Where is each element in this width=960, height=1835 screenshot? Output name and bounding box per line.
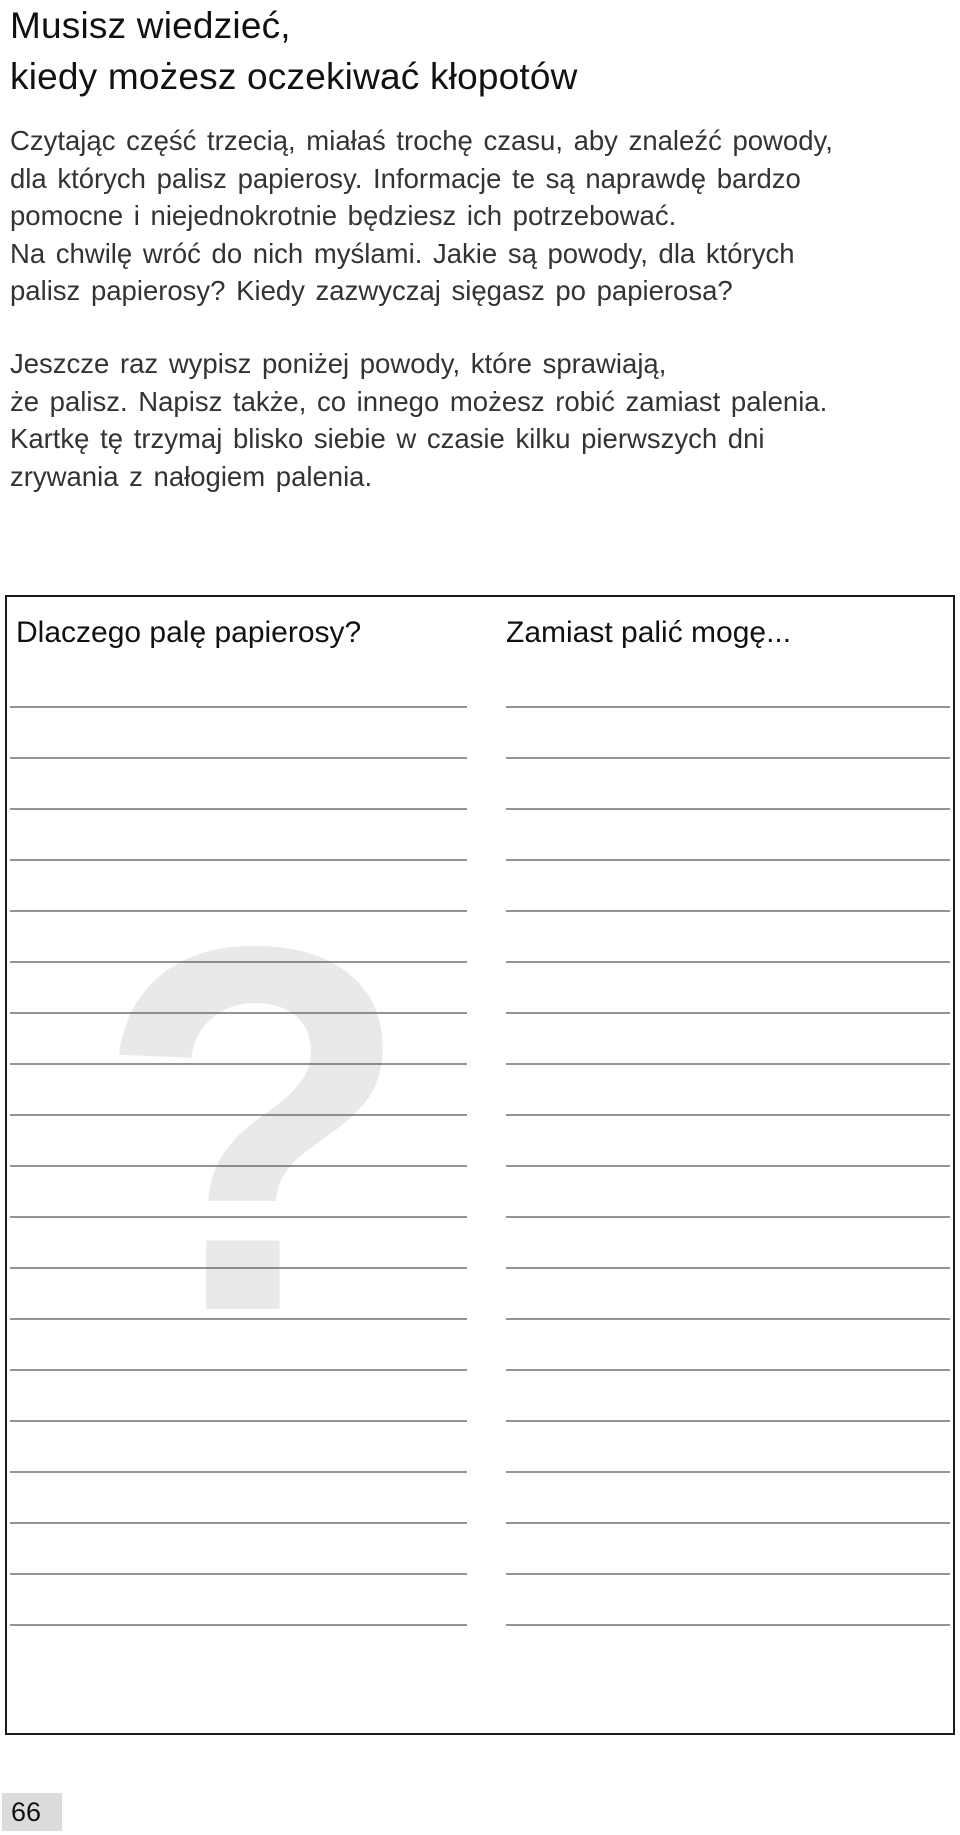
instruction-paragraph-line: Jeszcze raz wypisz poniżej powody, które sprawiają, bbox=[10, 348, 667, 379]
page-number: 66 bbox=[2, 1793, 62, 1831]
instruction-paragraph bbox=[10, 345, 950, 495]
instruction-paragraph-line: że palisz. Napisz także, co innego możesz robić zamiast palenia. bbox=[10, 385, 828, 417]
reasons-column-heading: Dlaczego palę papierosy? bbox=[16, 616, 362, 649]
intro-paragraph-line: Na chwilę wróć do nich myślami. Jakie są powody, dla których bbox=[10, 237, 795, 269]
page-title-line-1: Musisz wiedzieć, bbox=[10, 5, 291, 46]
alternatives-column-heading: Zamiast palić mogę... bbox=[506, 616, 792, 649]
instruction-paragraph-line: zrywania z nałogiem palenia. bbox=[10, 460, 373, 492]
intro-paragraph bbox=[10, 122, 950, 310]
question-mark-watermark: ? bbox=[95, 839, 413, 1420]
intro-paragraph-line: dla których palisz papierosy. Informacje te są naprawdę bardzo bbox=[10, 162, 801, 194]
instruction-paragraph-line: Kartkę tę trzymaj blisko siebie w czasie kilku pierwszych dni bbox=[10, 423, 765, 454]
page-title-line-2: kiedy możesz oczekiwać kłopotów bbox=[10, 56, 578, 97]
intro-paragraph-line: Czytając część trzecią, miałaś trochę czasu, aby znaleźć powody, bbox=[10, 125, 833, 156]
intro-paragraph-line: pomocne i niejednokrotnie będziesz ich potrzebować. bbox=[10, 200, 677, 231]
intro-paragraph-line: palisz papierosy? Kiedy zazwyczaj sięgasz po papierosa? bbox=[10, 275, 733, 306]
page-title bbox=[10, 0, 578, 102]
